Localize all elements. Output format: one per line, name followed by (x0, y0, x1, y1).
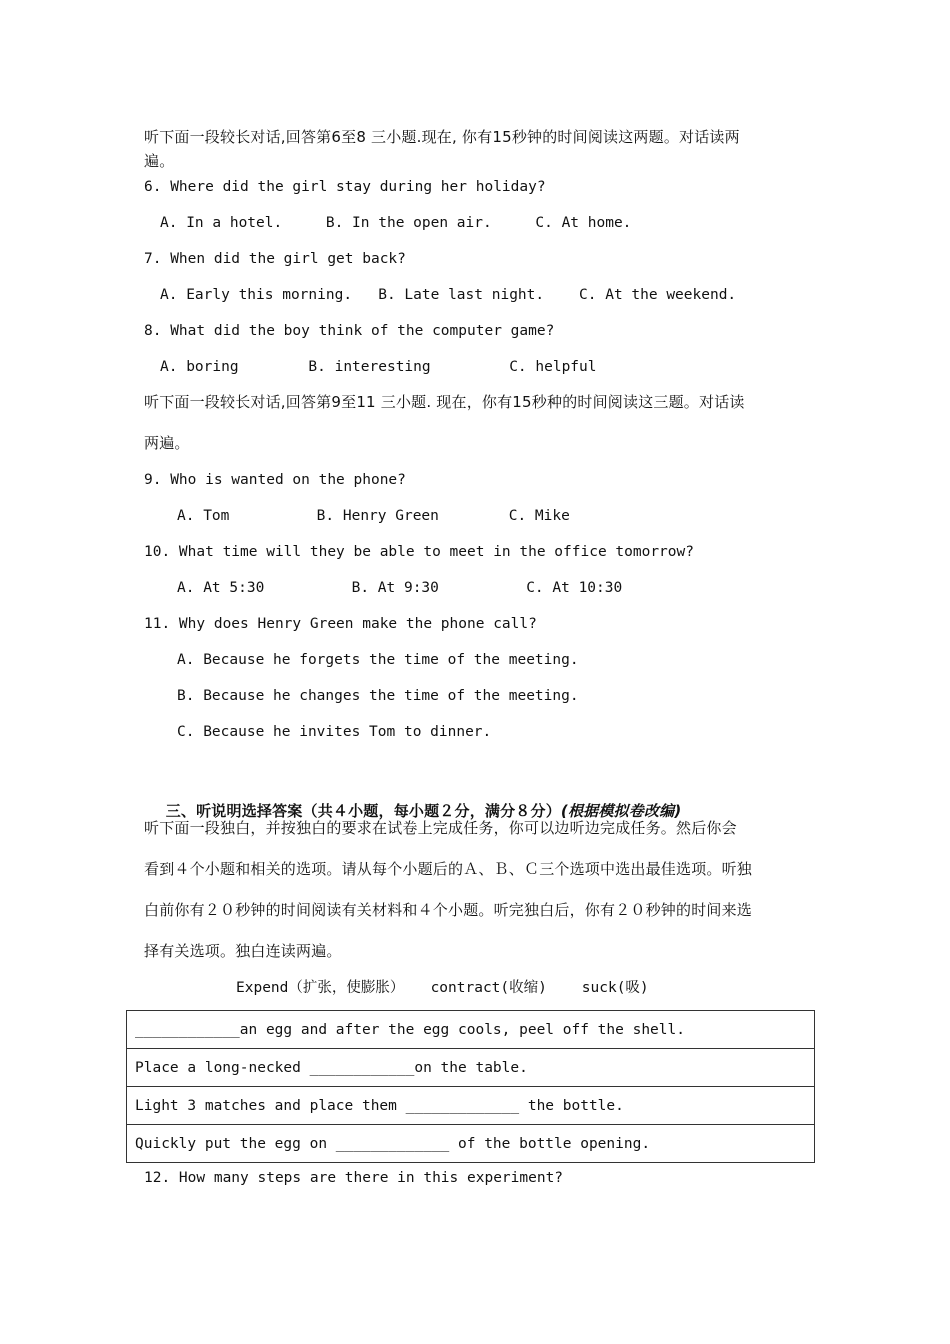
question-7: 7. When did the girl get back? (144, 251, 406, 267)
question-9: 9. Who is wanted on the phone? (144, 472, 406, 488)
question-6: 6. Where did the girl stay during her holiday? (144, 179, 546, 195)
table-row (127, 1049, 815, 1087)
section-3-para-line3: 白前你有２０秒钟的时间阅读有关材料和４个小题。听完独白后，你有２０秒钟的时间来选 (144, 901, 753, 919)
step-cell: Light 3 matches and place them _____________ the bottle. (127, 1087, 815, 1125)
question-8-options: A. boring B. interesting C. helpful (160, 359, 597, 375)
dialogue-intro-6-8-line1: 听下面一段较长对话,回答第6至8 三小题.现在, 你有15秒钟的时间阅读这两题。对话读两 (144, 128, 740, 146)
vocabulary-line: Expend（扩张，使膨胀） contract(收缩) suck(吸) (236, 980, 649, 996)
section-3-heading-text: 三、听说明选择答案（共４小题，每小题２分，满分８分） (165, 802, 561, 820)
section-3-para-line4: 择有关选项。独白连读两遍。 (144, 942, 342, 960)
question-10: 10. What time will they be able to meet in the office tomorrow? (144, 544, 694, 560)
question-11: 11. Why does Henry Green make the phone call? (144, 616, 537, 632)
table-row (127, 1125, 815, 1163)
table-row (127, 1011, 815, 1049)
experiment-steps-table (126, 1010, 815, 1163)
section-3-para-line1: 听下面一段独白，并按独白的要求在试卷上完成任务，你可以边听边完成任务。然后你会 (144, 819, 737, 837)
step-cell: Place a long-necked ____________on the table. (127, 1049, 815, 1087)
question-11-option-b: B. Because he changes the time of the meeting. (177, 688, 579, 704)
question-10-options: A. At 5:30 B. At 9:30 C. At 10:30 (177, 580, 623, 596)
dialogue-intro-9-11-line1: 听下面一段较长对话,回答第9至11 三小题. 现在，你有15秒种的时间阅读这三题。对话读 (144, 393, 745, 411)
section-3-heading-note: (根据模拟卷改编) (560, 802, 682, 820)
question-8: 8. What did the boy think of the computer game? (144, 323, 555, 339)
question-7-options: A. Early this morning. B. Late last night. C. At the weekend. (160, 287, 737, 303)
question-11-option-a: A. Because he forgets the time of the meeting. (177, 652, 579, 668)
section-3-para-line2: 看到４个小题和相关的选项。请从每个小题后的Ａ、Ｂ、Ｃ三个选项中选出最佳选项。听独 (144, 860, 753, 878)
step-cell: Quickly put the egg on _____________ of the bottle opening. (127, 1125, 815, 1163)
step-cell: ____________an egg and after the egg cools, peel off the shell. (127, 1011, 815, 1049)
question-11-option-c: C. Because he invites Tom to dinner. (177, 724, 492, 740)
dialogue-intro-9-11-line2: 两遍。 (144, 434, 190, 452)
table-row (127, 1087, 815, 1125)
dialogue-intro-6-8-line2: 遍。 (144, 152, 175, 170)
question-12: 12. How many steps are there in this experiment? (144, 1170, 564, 1186)
question-9-options: A. Tom B. Henry Green C. Mike (177, 508, 570, 524)
question-6-options: A. In a hotel. B. In the open air. C. At home. (160, 215, 632, 231)
